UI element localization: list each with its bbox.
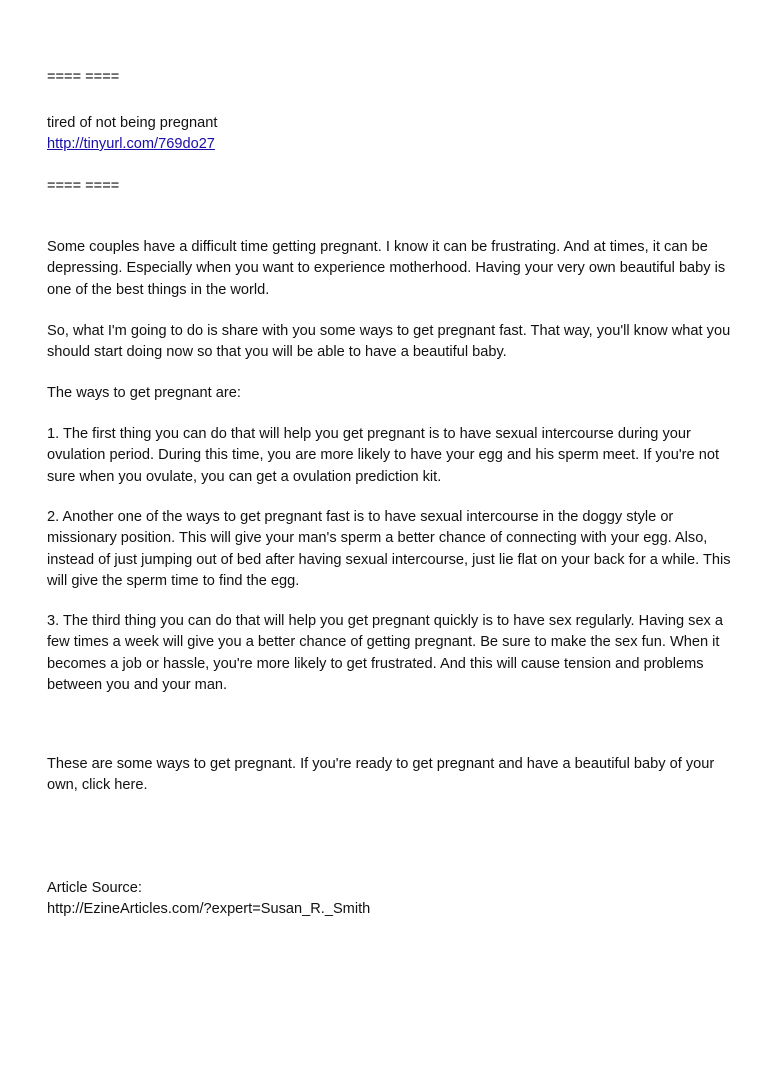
separator-bottom: ==== ==== bbox=[47, 178, 120, 194]
paragraph-tip-3: 3. The third thing you can do that will help you get pregnant quickly is to have sex regularly. Having sex a few times a week will give you a better chance of getting pregnant. Be sure to make the sex fun. When it becomes a job or hassle, you're more likely to get frustrated. And this will cause tension and problems between you and your man. bbox=[47, 613, 724, 694]
paragraph-tip-1: 1. The first thing you can do that will help you get pregnant is to have sexual intercourse during your ovulation period. During this time, you are more likely to have your egg and his sperm meet. If you're not sure when you ovulate, you can get a ovulation prediction kit. bbox=[47, 426, 720, 485]
tinyurl-link[interactable]: http://tinyurl.com/769do27 bbox=[47, 136, 215, 152]
paragraph-ways-heading: The ways to get pregnant are: bbox=[47, 385, 241, 401]
article-title: tired of not being pregnant bbox=[47, 115, 218, 131]
paragraph-closing: These are some ways to get pregnant. If you're ready to get pregnant and have a beautiful baby of your own, click here. bbox=[47, 756, 715, 794]
paragraph-share: So, what I'm going to do is share with you some ways to get pregnant fast. That way, you'll know what you should start doing now so that you will be able to have a beautiful baby. bbox=[47, 323, 731, 361]
separator-top: ==== ==== bbox=[47, 69, 120, 85]
article-source-url: http://EzineArticles.com/?expert=Susan_R._Smith bbox=[47, 901, 371, 917]
article-source-label: Article Source: bbox=[47, 880, 142, 896]
paragraph-tip-2: 2. Another one of the ways to get pregnant fast is to have sexual intercourse in the doggy style or missionary position. This will give your man's sperm a better chance of connecting with your egg. Also, instead of just jumping out of bed after having sexual intercourse, just lie flat on your back for a while. This will give the sperm time to find the egg. bbox=[47, 509, 731, 590]
paragraph-intro: Some couples have a difficult time getting pregnant. I know it can be frustrating. And at times, it can be depressing. Especially when you want to experience motherhood. Having your very own beautiful baby is one of the best things in the world. bbox=[47, 239, 726, 298]
